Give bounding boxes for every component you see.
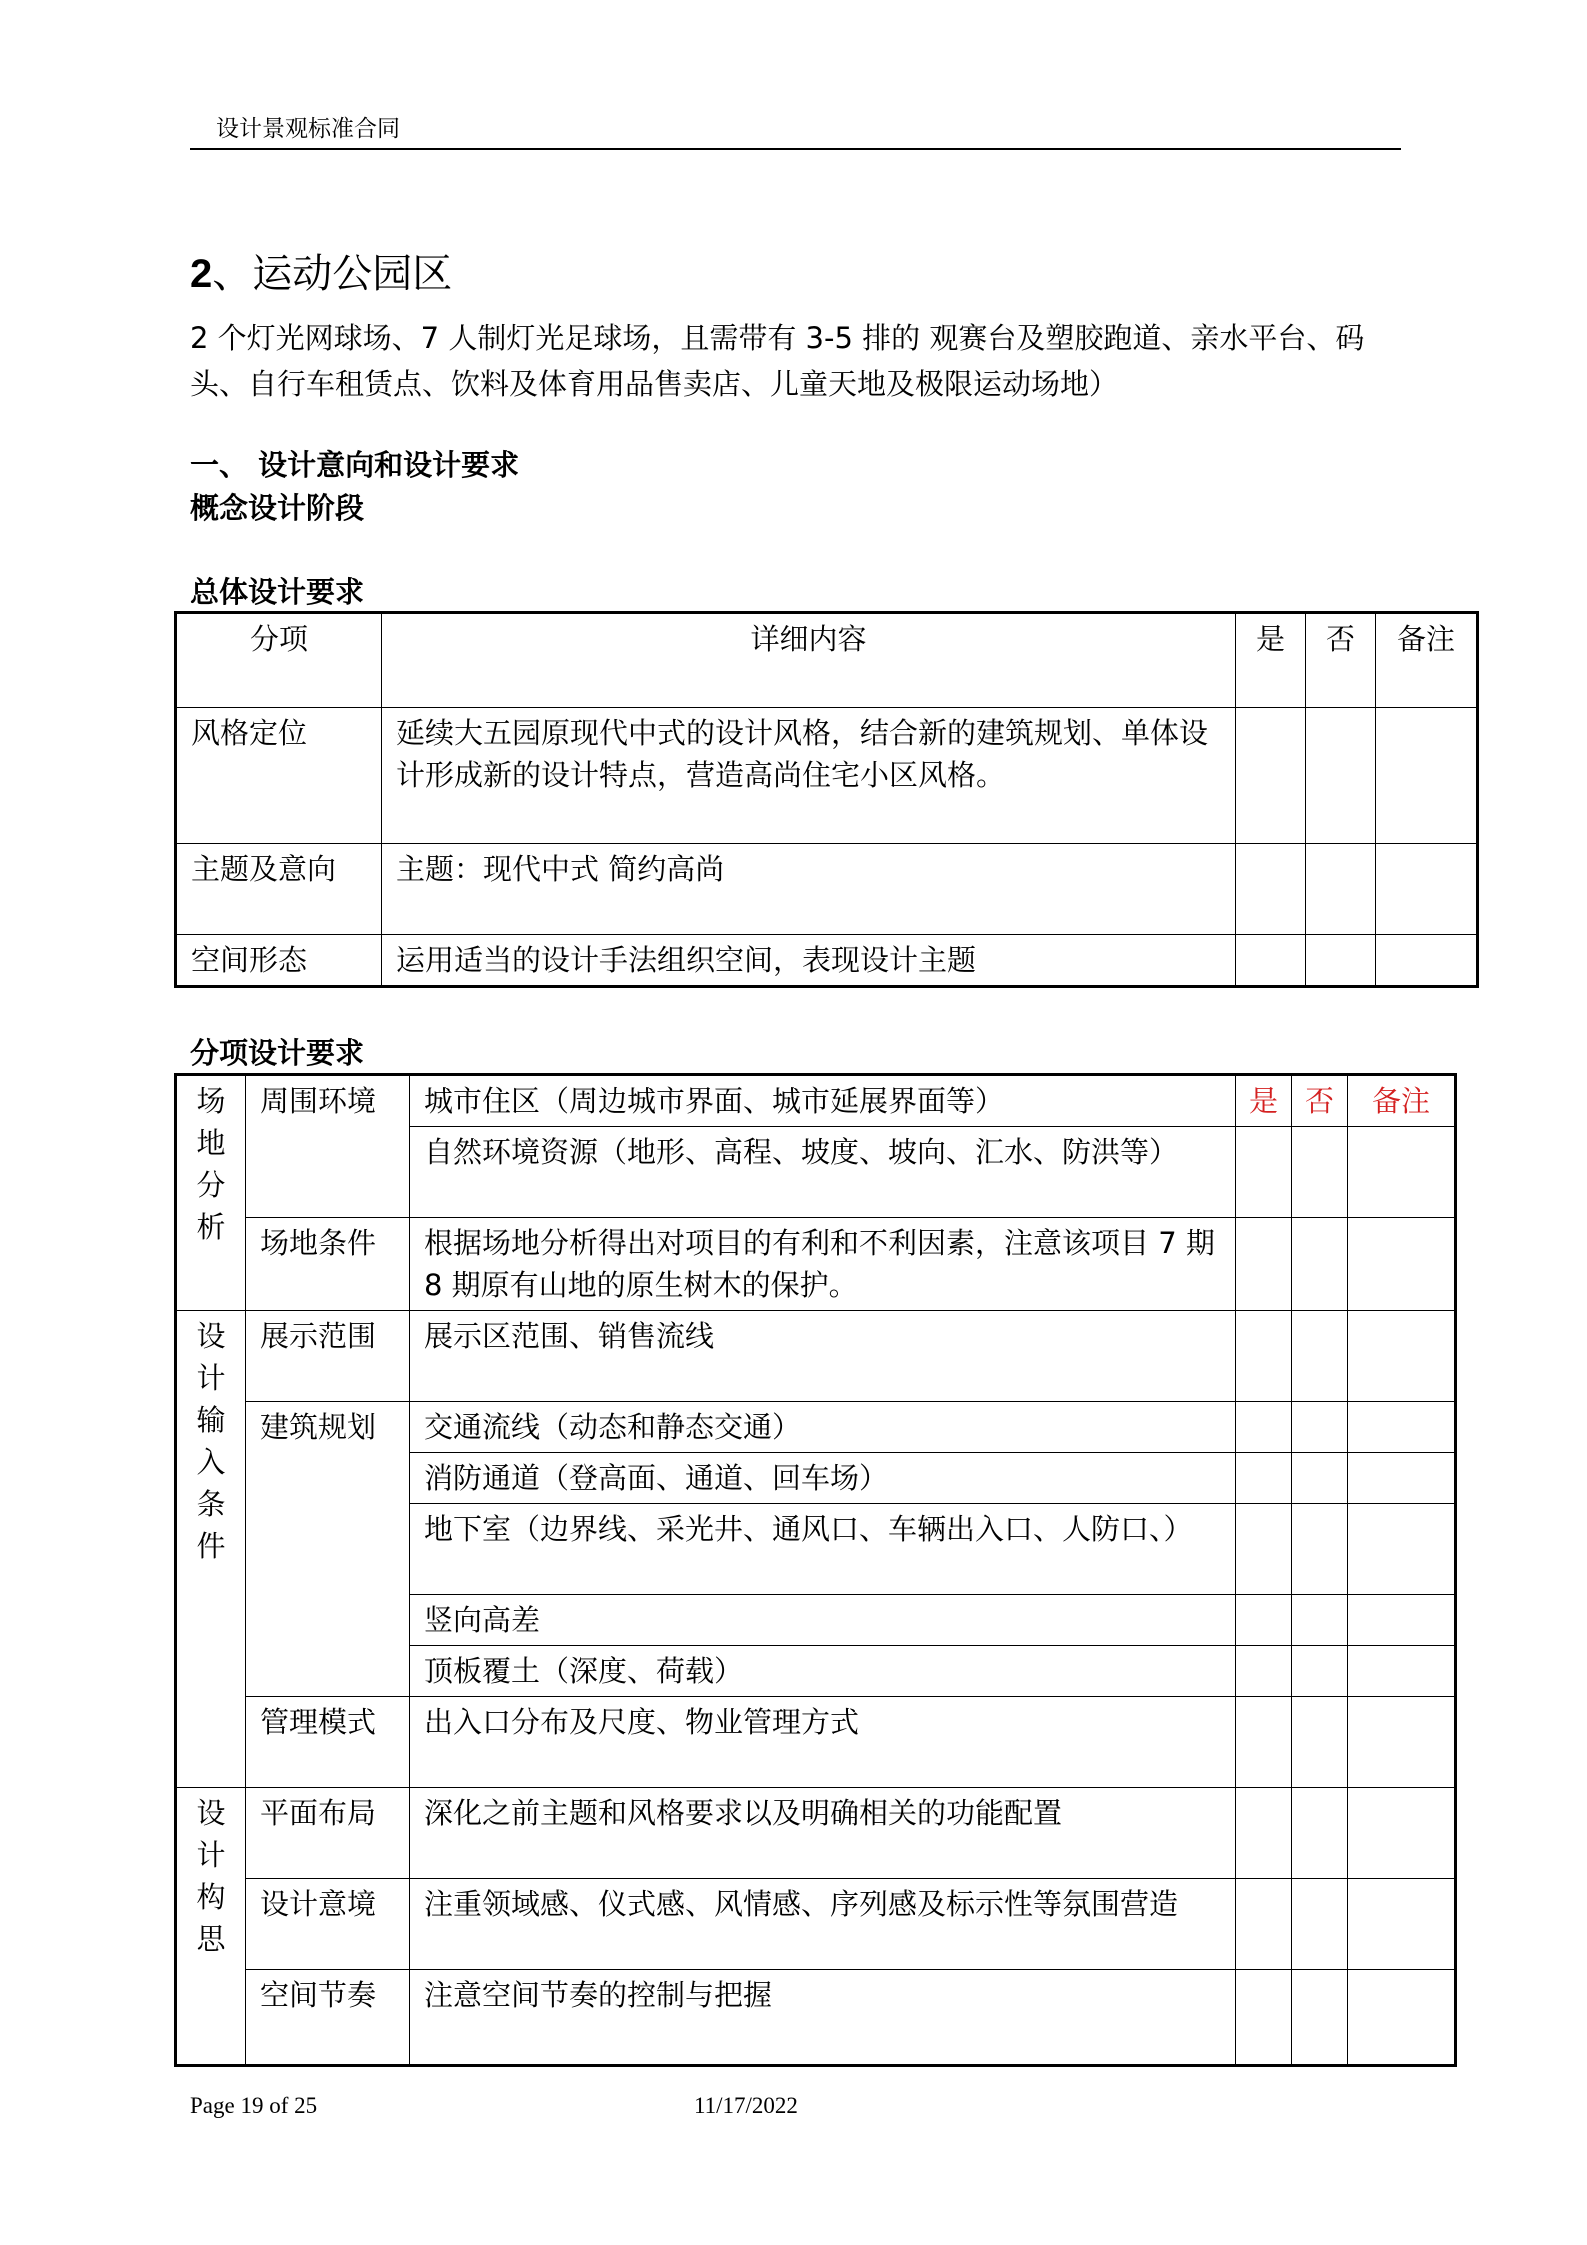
sub-item-cell: 空间节奏	[246, 1970, 410, 2066]
section-title	[190, 246, 452, 302]
check-yes-cell[interactable]	[1236, 1311, 1292, 1402]
requirement-cell: 交通流线（动态和静态交通）	[410, 1402, 1236, 1453]
sub-item-cell: 建筑规划	[246, 1402, 410, 1697]
check-yes-cell[interactable]	[1236, 708, 1306, 844]
category-label: 场地分析	[196, 1084, 226, 1244]
row-item: 空间形态	[176, 935, 382, 987]
check-no-cell[interactable]	[1292, 1218, 1348, 1311]
check-no-cell[interactable]	[1306, 708, 1376, 844]
check-no-cell[interactable]	[1292, 1788, 1348, 1879]
header-cell-yes: 是	[1236, 613, 1306, 708]
note-cell[interactable]	[1348, 1970, 1456, 2066]
check-yes-cell[interactable]	[1236, 1504, 1292, 1595]
note-cell[interactable]	[1348, 1311, 1456, 1402]
section-number: 2	[190, 252, 213, 296]
section-title-text: 、运动公园区	[212, 251, 453, 297]
sub-item-cell: 展示范围	[246, 1311, 410, 1402]
table1-title: 总体设计要求	[190, 575, 365, 609]
check-yes-cell[interactable]	[1236, 1218, 1292, 1311]
table-row	[176, 1218, 1456, 1311]
row-detail: 运用适当的设计手法组织空间，表现设计主题	[382, 935, 1236, 987]
check-yes-cell[interactable]	[1236, 1646, 1292, 1697]
table-row	[176, 935, 1478, 987]
check-yes-cell[interactable]	[1236, 1970, 1292, 2066]
check-no-cell[interactable]	[1306, 935, 1376, 987]
header-cell-no: 否	[1292, 1075, 1348, 1127]
section-intro: 2 个灯光网球场、7 人制灯光足球场，且需带有 3-5 排的 观赛台及塑胶跑道、亲水平台、码头、自行车租赁点、饮料及体育用品售卖店、儿童天地及极限运动场地）	[190, 321, 1365, 401]
check-yes-cell[interactable]	[1236, 1402, 1292, 1453]
note-cell[interactable]	[1348, 1218, 1456, 1311]
check-yes-cell[interactable]	[1236, 1453, 1292, 1504]
note-cell[interactable]	[1348, 1697, 1456, 1788]
footer-page-number: Page 19 of 25	[190, 2093, 318, 2118]
row-detail: 主题：现代中式 简约高尚	[382, 844, 1236, 935]
check-yes-cell[interactable]	[1236, 844, 1306, 935]
table-row	[176, 1697, 1456, 1788]
check-no-cell[interactable]	[1292, 1127, 1348, 1218]
header-rule	[190, 148, 1401, 150]
heading-concept-stage: 概念设计阶段	[190, 491, 365, 525]
check-no-cell[interactable]	[1292, 1646, 1348, 1697]
header-cell-detail: 详细内容	[382, 613, 1236, 708]
note-cell[interactable]	[1348, 1646, 1456, 1697]
requirement-cell: 消防通道（登高面、通道、回车场）	[410, 1453, 1236, 1504]
requirement-cell: 根据场地分析得出对项目的有利和不利因素，注意该项目 7 期 8 期原有山地的原生树木的保护。	[410, 1218, 1236, 1311]
requirement-cell: 顶板覆土（深度、荷载）	[410, 1646, 1236, 1697]
row-item: 主题及意向	[176, 844, 382, 935]
table-row	[176, 1970, 1456, 2066]
header-cell-yes: 是	[1236, 1075, 1292, 1127]
sub-item-cell: 管理模式	[246, 1697, 410, 1788]
check-no-cell[interactable]	[1292, 1879, 1348, 1970]
requirement-cell: 注意空间节奏的控制与把握	[410, 1970, 1236, 2066]
check-no-cell[interactable]	[1306, 844, 1376, 935]
note-cell[interactable]	[1348, 1402, 1456, 1453]
check-yes-cell[interactable]	[1236, 1697, 1292, 1788]
requirement-cell: 深化之前主题和风格要求以及明确相关的功能配置	[410, 1788, 1236, 1879]
table-row	[176, 1311, 1456, 1402]
table-row	[176, 708, 1478, 844]
sub-item-cell: 设计意境	[246, 1879, 410, 1970]
check-no-cell[interactable]	[1292, 1311, 1348, 1402]
check-yes-cell[interactable]	[1236, 935, 1306, 987]
header-cell-item: 分项	[176, 613, 382, 708]
note-cell[interactable]	[1376, 935, 1478, 987]
table-row	[176, 1075, 1456, 1127]
check-yes-cell[interactable]	[1236, 1879, 1292, 1970]
requirement-cell: 城市住区（周边城市界面、城市延展界面等）	[410, 1075, 1236, 1127]
overall-requirements-table	[174, 611, 1479, 988]
table-row	[176, 1788, 1456, 1879]
requirement-cell: 注重领域感、仪式感、风情感、序列感及标示性等氛围营造	[410, 1879, 1236, 1970]
check-no-cell[interactable]	[1292, 1402, 1348, 1453]
header-cell-note: 备注	[1376, 613, 1478, 708]
note-cell[interactable]	[1348, 1595, 1456, 1646]
note-cell[interactable]	[1348, 1788, 1456, 1879]
table-header-row	[176, 613, 1478, 708]
check-no-cell[interactable]	[1292, 1970, 1348, 2066]
row-detail: 延续大五园原现代中式的设计风格，结合新的建筑规划、单体设计形成新的设计特点，营造高尚住宅小区风格。	[382, 708, 1236, 844]
header-title: 设计景观标准合同	[216, 116, 400, 142]
header-cell-no: 否	[1306, 613, 1376, 708]
category-cell	[176, 1311, 246, 1788]
category-cell	[176, 1075, 246, 1311]
note-cell[interactable]	[1348, 1879, 1456, 1970]
category-label: 设计构思	[196, 1796, 226, 1956]
note-cell[interactable]	[1348, 1504, 1456, 1595]
check-no-cell[interactable]	[1292, 1595, 1348, 1646]
row-item: 风格定位	[176, 708, 382, 844]
check-yes-cell[interactable]	[1236, 1595, 1292, 1646]
category-label: 设计输入条件	[196, 1319, 226, 1563]
footer-date: 11/17/2022	[694, 2093, 798, 2118]
table-row	[176, 844, 1478, 935]
table2-title: 分项设计要求	[190, 1036, 365, 1070]
header-cell-note: 备注	[1348, 1075, 1456, 1127]
table-row	[176, 1402, 1456, 1453]
heading-design-intent: 一、 设计意向和设计要求	[190, 448, 520, 482]
note-cell[interactable]	[1376, 844, 1478, 935]
requirement-cell: 自然环境资源（地形、高程、坡度、坡向、汇水、防洪等）	[410, 1127, 1236, 1218]
check-no-cell[interactable]	[1292, 1453, 1348, 1504]
check-yes-cell[interactable]	[1236, 1788, 1292, 1879]
requirement-cell: 地下室（边界线、采光井、通风口、车辆出入口、人防口、）	[410, 1504, 1236, 1595]
itemized-requirements-table	[174, 1073, 1457, 2067]
requirement-cell: 展示区范围、销售流线	[410, 1311, 1236, 1402]
category-cell	[176, 1788, 246, 2066]
note-cell[interactable]	[1348, 1453, 1456, 1504]
requirement-cell: 竖向高差	[410, 1595, 1236, 1646]
check-no-cell[interactable]	[1292, 1504, 1348, 1595]
note-cell[interactable]	[1348, 1127, 1456, 1218]
sub-item-cell: 场地条件	[246, 1218, 410, 1311]
sub-item-cell: 平面布局	[246, 1788, 410, 1879]
check-yes-cell[interactable]	[1236, 1127, 1292, 1218]
note-cell[interactable]	[1376, 708, 1478, 844]
requirement-cell: 出入口分布及尺度、物业管理方式	[410, 1697, 1236, 1788]
check-no-cell[interactable]	[1292, 1697, 1348, 1788]
sub-item-cell: 周围环境	[246, 1075, 410, 1218]
table-row	[176, 1879, 1456, 1970]
